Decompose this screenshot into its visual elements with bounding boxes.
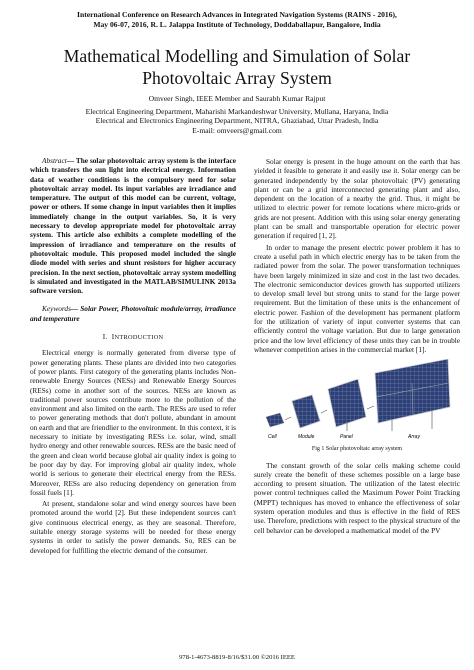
author-names: Omveer Singh, IEEE Member and Saurabh Kumar Rajput bbox=[148, 94, 326, 103]
cell-icon bbox=[266, 413, 284, 427]
arrow-2 bbox=[321, 410, 327, 413]
copyright-footer: 978-1-4673-8819-8/16/$31.00 ©2016 IEEE bbox=[179, 654, 295, 661]
arrow-3 bbox=[367, 406, 374, 409]
left-paragraph-2: At present, standalone solar and wind energy sources have been promoted around the world [2]. But these independent sources can't give continuous electrical energy, as they are seasonal. Therefore, suitable energy storage systems will be needed for these energy systems in order to satisfy the power demands. So, RES can be developed for fulfilling the electric demand of the consumer. bbox=[30, 499, 236, 555]
label-panel: Panel bbox=[340, 434, 353, 441]
keywords-text: — Solar Power, Photovoltaic module/array, irradiance and temperature bbox=[30, 304, 236, 323]
left-column bbox=[30, 156, 236, 555]
label-array: Array bbox=[408, 434, 420, 441]
title-line-1: Mathematical Modelling and Simulation of Solar bbox=[63, 46, 411, 66]
paper-title bbox=[0, 45, 474, 89]
panel-icon bbox=[328, 379, 366, 431]
section-heading-introduction: I. INTRODUCTION bbox=[102, 332, 164, 342]
affiliation-2: Electrical and Electronics Engineering Department, NITRA, Ghaziabad, Uttar Pradesh, India bbox=[95, 116, 379, 126]
author-email: E-mail: omveers@gmail.com bbox=[192, 125, 282, 135]
conference-header bbox=[0, 10, 474, 30]
figure-caption: Fig 1 Solar photovoltaic array system bbox=[311, 446, 403, 453]
author-block bbox=[0, 94, 474, 135]
conference-line-2: May 06-07, 2016, R. L. Jalappa Institute of Technology, Doddaballapur, Bangalore, India bbox=[93, 20, 381, 29]
label-cell: Cell bbox=[268, 434, 277, 441]
array-icon bbox=[375, 359, 450, 431]
label-module: Module bbox=[298, 434, 315, 441]
title-line-2: Photovoltaic Array System bbox=[142, 68, 332, 88]
left-paragraph-1: Electrical energy is normally generated from diverse type of power generating plants. These plants are divided into two categories of power plants. First category of the generating plants includes Non-renewable Energy Sources (NESs) and Renewable Energy Sources (RESs) come in another sort of the sources. NESs are known as traditional power sources contribute more to the pollution of the environment and also limited on the earth. The RESs are used to refer to power generating methods that don't pollute, abundant in amount on earth and that are friendlier to the environment. In this context, it is necessary to initiate by investigating RESs i.e. solar, wind, small hydro energy and other renewable sources. RESs are the basic need of the green and clean world because global air quality index is going to be poor day by day. For improving global air quality index, whole world is serious to generate their electrical energy from the RESs. Moreover, RESs are also reducing dependency on generation from fossil fuels [1]. bbox=[30, 348, 236, 497]
affiliation-1: Electrical Engineering Department, Maharishi Markandeshwar University, Mullana, Haryana, India bbox=[85, 106, 389, 116]
keywords-label: Keywords bbox=[42, 304, 71, 314]
abstract-text: — The solar photovoltaic array system is the interface which transfers the sun light into electrical energy. Information data of weather conditions is the compulsory need for solar photovoltaic array model. Its input variables are irradiance and temperature. The output of this model can be current, voltage, power or others. If some change in input variables then it implies immediately change in the output variables. So, it is very necessary to develop appropriate model for photovoltaic array system. This article also exhibits a complete modelling of the impression of irradiance and temperature on the results of photovoltaic module. This proposed model included the single diode model with series and shunt resistors for higher accuracy precision. In the next section, photovoltaic array system modelling is simulated and investigated in the MATLAB/SIMULINK 2013a software version. bbox=[30, 156, 236, 296]
figure-pv-array bbox=[254, 359, 460, 441]
abstract bbox=[30, 156, 236, 295]
right-column bbox=[254, 157, 460, 535]
conference-line-1: International Conference on Research Advances in Integrated Navigation Systems (RAINS - 2016), bbox=[77, 10, 397, 19]
abstract-label: Abstract bbox=[42, 156, 67, 165]
module-icon bbox=[292, 395, 320, 428]
right-paragraph-3: The constant growth of the solar cells making scheme could surely create the benefit of these schemes possible on a large base according to present situation. The utilization of the latest electric power control techniques called the Maximum Power Point Tracking (MPPT) techniques has moved to enhance the effectiveness of solar system operation modules and thus is effective in the field of RES use. Therefore, predictions with respect to the physical structure of the cell behavior can be developed a mathematical model of the PV bbox=[254, 460, 460, 535]
arrow-1 bbox=[285, 417, 291, 420]
keywords bbox=[30, 304, 236, 323]
pv-array-illustration bbox=[262, 359, 452, 441]
right-paragraph-2: In order to manage the present electric power problem it has to create a useful path in which electric energy has to be taken from the radiated power from the solar. The power transformation techniques have been largely minimized in size and cost in the last two decades. The electronic semiconductor devices growth has supported utilizers to develop small level but strong units to stand for the large power requirement. But the limitation of these units is the enhancement of electric power. Fashion of the development has permanent platform for the utilization of variety of input converter systems that can efficiently control the voltage variation. But due to large generation price and the low level efficiency of these units they can be in trouble whenever competition arises in the commercial market [1]. bbox=[254, 242, 460, 354]
right-paragraph-1: Solar energy is present in the huge amount on the earth that has yielded it feasible to generate it and easily use it. Solar energy can be generated independently by the solar photovoltaic (PV) generating plant or can be a grid interconnected generating plant and also, dependent on the location of a nearby the grid. Thus, it might be utilized to electric power for remote locations where micro-grids or grids are not present. Addition with this using solar energy generating plant can be small and transportable operation for electric power generation if required [1, 2]. bbox=[254, 157, 460, 241]
